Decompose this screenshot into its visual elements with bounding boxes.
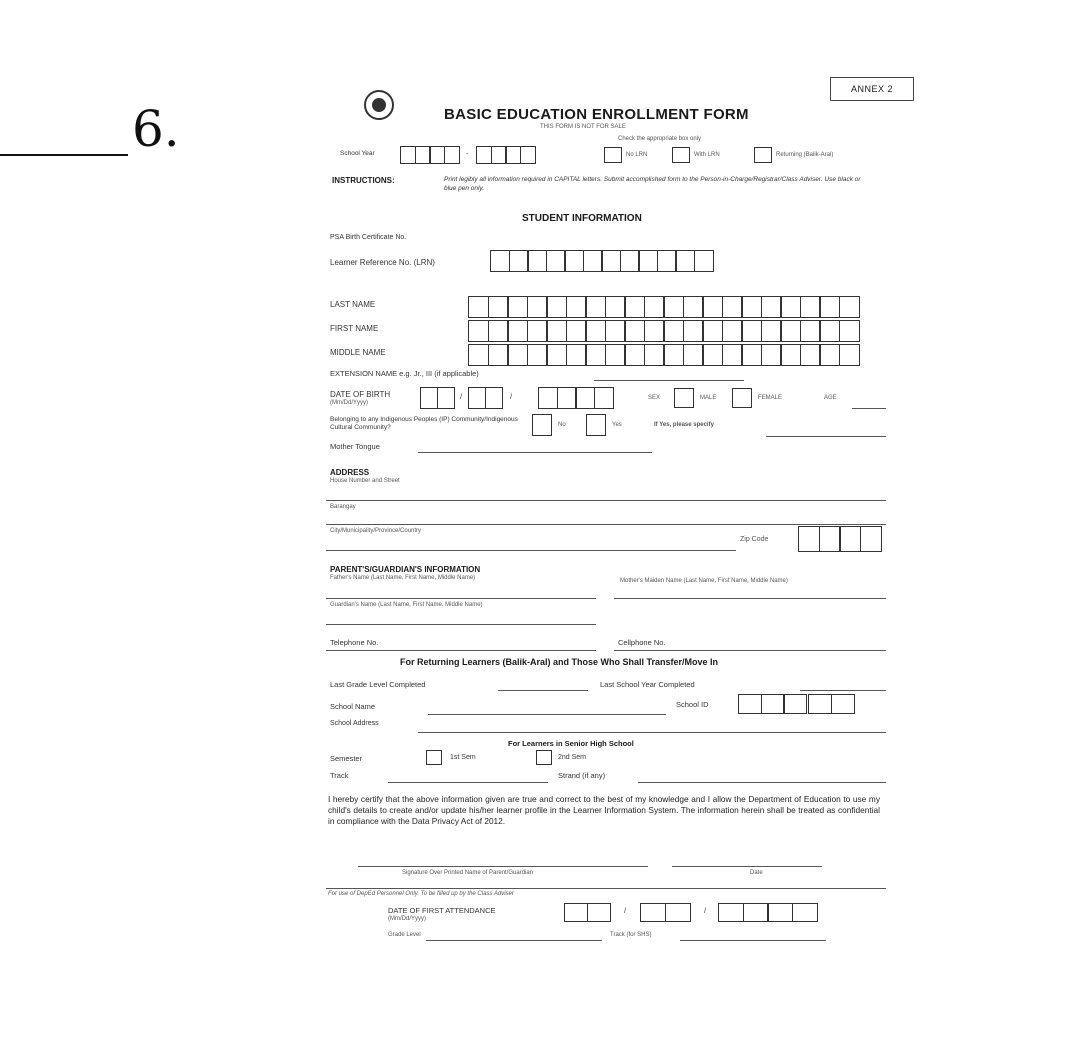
certification-text: I hereby certify that the above information given are true and correct to the best of my knowledge and I allow the Department of Education to use my child's details to create and/or update his/her learner profile in the Learner Information System. The information herein shall be treated as confidential in compliance with the Data Privacy Act of 2012. (328, 794, 880, 826)
first-attendance-format: (Mm/Dd/Yyyy) (388, 916, 426, 922)
parent-heading: PARENT'S/GUARDIAN'S INFORMATION (330, 565, 481, 574)
dob-format: (Mm/Dd/Yyyy) (330, 400, 368, 406)
female-checkbox[interactable] (732, 388, 752, 408)
city-label: City/Municipality/Province/Country (330, 528, 422, 534)
first-attendance-day-boxes[interactable] (640, 903, 689, 922)
extension-field[interactable] (594, 380, 744, 381)
female-label: FEMALE (758, 395, 783, 401)
guardian-label: Guardian's Name (Last Name, First Name, Middle Name) (330, 602, 483, 608)
lrn-label: Learner Reference No. (LRN) (330, 258, 435, 267)
address-heading: ADDRESS (330, 468, 370, 477)
school-id-boxes[interactable] (738, 694, 853, 714)
track-field[interactable] (388, 782, 548, 783)
cellphone-label: Cellphone No. (618, 638, 666, 647)
last-sy-label: Last School Year Completed (600, 680, 695, 689)
first-sem-label: 1st Sem (450, 754, 476, 761)
returning-heading: For Returning Learners (Balik-Aral) and Those Who Shall Transfer/Move In (400, 657, 719, 667)
track-shs-label: Track (for SHS) (610, 932, 652, 938)
ip-yes-label: Yes (612, 422, 622, 428)
instructions-text: Print legibly all information required in CAPITAL letters. Submit accomplished form to the Person-in-Charge/Registrar/Class Adviser. Use black or blue pen only. (444, 176, 861, 192)
mother-tongue-label: Mother Tongue (330, 442, 380, 451)
father-label: Father's Name (Last Name, First Name, Middle Name) (330, 575, 476, 581)
psa-label: PSA Birth Certificate No. (330, 234, 407, 241)
ip-specify-field[interactable] (766, 436, 886, 437)
office-use-label: For use of DepEd Personnel Only. To be filled up by the Class Adviser (328, 891, 514, 897)
extension-label: EXTENSION NAME e.g. Jr., III (if applicable) (330, 369, 479, 378)
form-subtitle: THIS FORM IS NOT FOR SALE (540, 124, 626, 130)
student-information-heading: STUDENT INFORMATION (522, 213, 642, 224)
sex-label: SEX (648, 395, 661, 401)
first-attendance-month-boxes[interactable] (564, 903, 609, 922)
dob-month-boxes[interactable] (420, 387, 453, 409)
form-title: BASIC EDUCATION ENROLLMENT FORM (444, 106, 749, 123)
telephone-label: Telephone No. (330, 638, 379, 647)
grade-level-field[interactable] (426, 940, 602, 941)
date-label: Date (750, 870, 763, 876)
ip-question: Belonging to any Indigenous Peoples (IP) Community/Indigenous Cultural Community? (330, 416, 518, 431)
male-label: MALE (700, 395, 717, 401)
barangay-field[interactable] (326, 524, 886, 525)
with-lrn-label: With LRN (694, 152, 720, 158)
school-name-field[interactable] (428, 714, 666, 715)
house-label: House Number and Street (330, 478, 400, 484)
item-number: 6. (132, 100, 180, 158)
last-sy-field[interactable] (800, 690, 886, 691)
last-name-boxes[interactable] (468, 296, 858, 318)
male-checkbox[interactable] (674, 388, 694, 408)
first-name-label: FIRST NAME (330, 324, 379, 333)
barangay-label: Barangay (330, 504, 356, 510)
father-field[interactable] (326, 598, 596, 599)
dob-year-boxes[interactable] (538, 387, 612, 409)
signature-field[interactable] (358, 866, 648, 867)
no-lrn-checkbox[interactable] (604, 147, 622, 163)
track-label: Track (330, 771, 349, 780)
school-year-label: School Year (340, 150, 375, 157)
first-sem-checkbox[interactable] (426, 750, 442, 765)
second-sem-checkbox[interactable] (536, 750, 552, 765)
last-grade-label: Last Grade Level Completed (330, 680, 426, 689)
school-year-end-boxes[interactable] (476, 146, 534, 164)
dob-label: DATE OF BIRTH (330, 390, 391, 399)
school-address-field[interactable] (418, 732, 886, 733)
first-attendance-label: DATE OF FIRST ATTENDANCE (388, 906, 496, 915)
telephone-field[interactable] (326, 650, 596, 651)
school-name-label: School Name (330, 702, 376, 711)
annex-label: ANNEX 2 (830, 77, 914, 101)
returning-checkbox[interactable] (754, 147, 772, 163)
age-label: AGE (824, 395, 837, 401)
shs-heading: For Learners in Senior High School (508, 739, 634, 748)
deped-seal-icon (364, 90, 394, 120)
date-field[interactable] (672, 866, 822, 867)
first-attendance-year-boxes[interactable] (718, 903, 816, 922)
lrn-boxes[interactable] (490, 250, 712, 272)
strand-label: Strand (if any) (558, 771, 606, 780)
ip-specify-label: If Yes, please specify (654, 422, 714, 428)
middle-name-boxes[interactable] (468, 344, 858, 366)
dob-day-boxes[interactable] (468, 387, 501, 409)
semester-label: Semester (330, 754, 363, 763)
zip-label: Zip Code (740, 536, 769, 543)
zip-boxes[interactable] (798, 526, 880, 552)
school-id-label: School ID (676, 700, 709, 709)
second-sem-label: 2nd Sem (558, 754, 587, 761)
school-address-label: School Address (330, 720, 379, 727)
with-lrn-checkbox[interactable] (672, 147, 690, 163)
answer-blank-line (0, 154, 128, 156)
guardian-field[interactable] (326, 624, 596, 625)
last-grade-field[interactable] (498, 690, 588, 691)
city-field[interactable] (326, 550, 736, 551)
mother-field[interactable] (614, 598, 886, 599)
no-lrn-label: No LRN (626, 152, 648, 158)
strand-field[interactable] (638, 782, 886, 783)
ip-yes-checkbox[interactable] (586, 414, 606, 436)
check-hint: Check the appropriate box only (618, 136, 702, 142)
ip-no-label: No (558, 422, 566, 428)
signature-label: Signature Over Printed Name of Parent/Guardian (402, 870, 534, 876)
enrollment-form-page: ANNEX 2 BASIC EDUCATION ENROLLMENT FORM THIS FORM IS NOT FOR SALE Check the appropriate box only School Year - No LRN With LRN Returning (Balik-Aral) INSTRUCTIONS: Print legibly all information required in CAPITAL letters. Submit accomplished form to the Person-in-Charge/Registrar/Class Adviser. Use black or blue pen only. STUDENT INFORMATION PSA Birth Certificate No. Learner Reference No. (LRN) LAST NAME FIRST NAME MIDDLE NAME EXTENSION NAME e.g. Jr., III (if applicable) DATE OF BIRTH (Mm/Dd/Yyyy) / / SEX MALE FEMALE AGE Belonging to any Indigenous Peoples (IP) Community/Indigenous Cultural Community? No Yes If Yes, please specify Mother Tongue ADDRESS House Number and Street Barangay City/Municipality/Province/Country Zip Code PARENT'S/GUARDIAN'S INFORMATION Father's Name (Last Name, First Name, Middle Name) Mother's Maiden Name (Last Name, First Name, Middle Name) Guardian's Name (Last Name, First Name, Middle Name) Telephone No. Cellphone No. For Returning Learners (Balik-Aral) and Those Who Shall Transfer/Move In Last Grade Level Completed Last School Year Completed School Name School ID School Address For Learners in Senior High School Semester 1st Sem 2nd Sem Track Strand (if any) I hereby certify that the above information given are true and correct to the best of my knowledge and I allow the Department of Education to use my child's details to create and/or update his/her learner profile in the Learner Information System. The information herein shall be treated as confidential in compliance with the Data Privacy Act of 2012. Signature Over Printed Name of Parent/Guardian Date For use of DepEd Personnel Only. To be filled up by the Class Adviser DATE OF FIRST ATTENDANCE (Mm/Dd/Yyyy) / / Grade Level Track (for SHS) (318, 72, 898, 962)
cellphone-field[interactable] (614, 650, 886, 651)
house-field[interactable] (326, 500, 886, 501)
ip-no-checkbox[interactable] (532, 414, 552, 436)
returning-label: Returning (Balik-Aral) (776, 152, 834, 158)
mother-label: Mother's Maiden Name (Last Name, First Name, Middle Name) (620, 578, 788, 584)
first-name-boxes[interactable] (468, 320, 858, 342)
grade-level-label: Grade Level (388, 932, 421, 938)
age-field[interactable] (852, 408, 886, 409)
office-use-divider (326, 888, 886, 889)
mother-tongue-field[interactable] (418, 452, 652, 453)
track-shs-field[interactable] (680, 940, 826, 941)
middle-name-label: MIDDLE NAME (330, 348, 386, 357)
school-year-start-boxes[interactable] (400, 146, 458, 164)
last-name-label: LAST NAME (330, 300, 376, 309)
instructions-label: INSTRUCTIONS: (332, 176, 395, 185)
